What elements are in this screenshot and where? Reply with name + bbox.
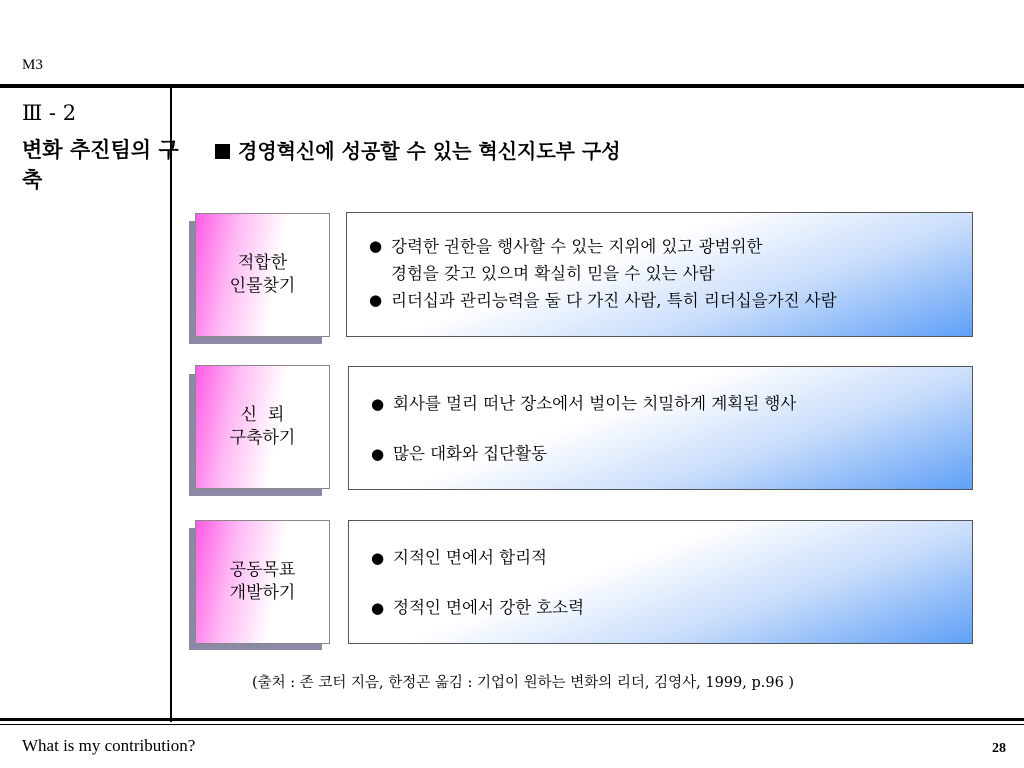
bullet-icon: ● xyxy=(369,237,383,255)
label-line: 개발하기 xyxy=(229,583,296,603)
page-number: 28 xyxy=(992,741,1006,756)
bullet-icon: ● xyxy=(371,599,385,617)
bullet-icon: ● xyxy=(369,291,383,309)
bullet-item xyxy=(371,545,972,571)
description-box xyxy=(348,366,973,490)
bullet-text-continuation: 경험을 갖고 있으며 확실히 믿을 수 있는 사람 xyxy=(391,264,715,283)
bullet-icon: ● xyxy=(371,445,385,463)
label-line: 적합한 xyxy=(237,253,288,273)
bullet-text: 많은 대화와 집단활동 xyxy=(393,444,547,463)
bullet-item xyxy=(369,233,972,260)
label-line: 인물찾기 xyxy=(229,276,296,296)
label-box-find-people xyxy=(195,213,330,337)
bullet-item xyxy=(371,595,972,621)
square-bullet-icon xyxy=(215,144,230,159)
bullet-item xyxy=(371,391,972,417)
bottom-divider xyxy=(0,718,1024,721)
bullet-item xyxy=(369,287,972,314)
slide-heading-text: 경영혁신에 성공할 수 있는 혁신지도부 구성 xyxy=(238,139,621,163)
bullet-text: 강력한 권한을 행사할 수 있는 지위에 있고 광범위한 xyxy=(391,237,763,256)
label-line: 공동목표 xyxy=(229,560,296,580)
label-box-build-trust xyxy=(195,365,330,489)
label-box-develop-goals xyxy=(195,520,330,644)
top-divider xyxy=(0,84,1024,88)
bullet-text: 정적인 면에서 강한 호소력 xyxy=(393,598,585,617)
bullet-icon: ● xyxy=(371,549,385,567)
description-box xyxy=(346,212,973,337)
bullet-item xyxy=(371,441,972,467)
footer-question: What is my contribution? xyxy=(22,736,196,755)
bullet-text: 지적인 면에서 합리적 xyxy=(393,548,547,567)
label-line: 신 뢰 xyxy=(240,405,285,425)
section-number: Ⅲ - 2 xyxy=(22,101,77,125)
source-citation: (출처 : 존 코터 지음, 한정곤 옮김 : 기업이 원하는 변화의 리더, 김영사, 1999, p.96 ) xyxy=(252,675,795,691)
bullet-text: 리더십과 관리능력을 둘 다 가진 사람, 특히 리더십을가진 사람 xyxy=(391,291,837,310)
bullet-text: 회사를 멀리 떠난 장소에서 벌이는 치밀하게 계획된 행사 xyxy=(393,394,797,413)
slide-heading xyxy=(215,135,621,164)
slide-code: M3 xyxy=(22,57,43,73)
bottom-divider-thin xyxy=(0,724,1024,725)
description-box xyxy=(348,520,973,644)
section-title: 변화 추진팀의 구축 xyxy=(22,137,179,192)
label-line: 구축하기 xyxy=(229,428,296,448)
bullet-icon: ● xyxy=(371,395,385,413)
